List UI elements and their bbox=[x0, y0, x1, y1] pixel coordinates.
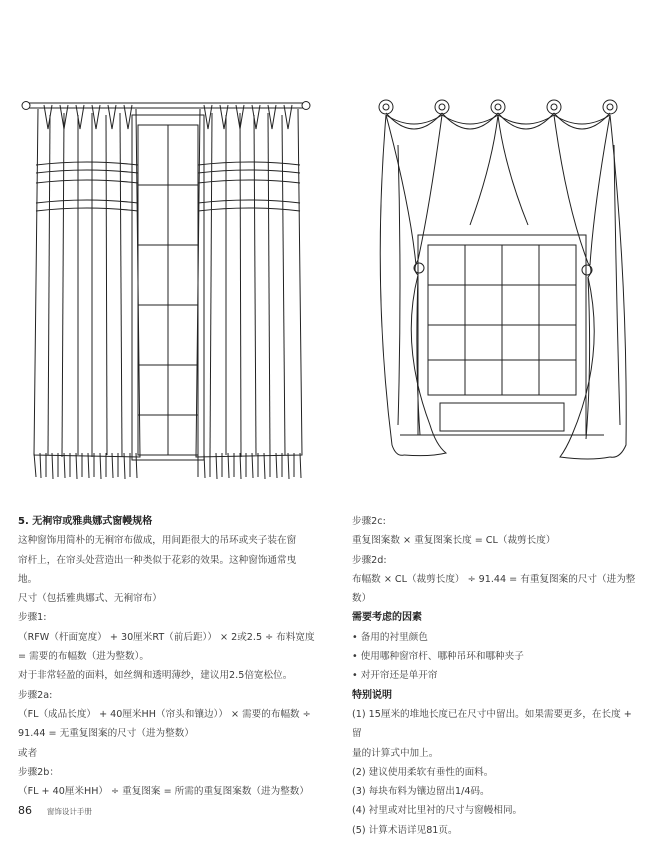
swag-curtain-drawing bbox=[379, 100, 626, 459]
intro-line: 帘杆上，在帘头处营造出一种类似于花彩的效果。这种窗饰通常曳 bbox=[18, 554, 297, 566]
page-number: 86 bbox=[18, 804, 32, 817]
curtain-illustrations bbox=[0, 85, 658, 495]
or-label: 或者 bbox=[18, 747, 38, 759]
factor-item: • 对开帘还是单开帘 bbox=[352, 670, 438, 682]
formula-line: （FL + 40厘米HH） ÷ 重复图案 = 所需的重复图案数（进为整数） bbox=[18, 786, 309, 798]
step-label: 步骤1: bbox=[18, 612, 47, 624]
note-item: (2) 建议使用柔软有垂性的面料。 bbox=[352, 766, 494, 778]
size-label: 尺寸（包括雅典娜式、无裥帘布） bbox=[18, 593, 162, 605]
step-label: 步骤2a: bbox=[18, 689, 53, 701]
formula-line: （RFW（杆面宽度） + 30厘米RT（前后距）） × 2或2.5 ÷ 布料宽度 bbox=[18, 631, 315, 643]
formula-line: = 需要的布幅数（进为整数）。 bbox=[18, 651, 150, 663]
tab-top-curtain-drawing bbox=[22, 102, 310, 480]
factor-item: • 使用哪种窗帘杆、哪种吊环和哪种夹子 bbox=[352, 651, 524, 663]
intro-line: 地。 bbox=[18, 573, 38, 585]
note-item: (3) 每块布料为镶边留出1/4码。 bbox=[352, 786, 490, 798]
book-title: 窗饰设计手册 bbox=[46, 807, 92, 816]
left-text-column bbox=[18, 512, 323, 801]
formula-line: 布幅数 × CL（裁剪长度） ÷ 91.44 = 有重复图案的尺寸（进为整 bbox=[352, 573, 636, 585]
factor-item: • 备用的衬里颜色 bbox=[352, 631, 428, 643]
note-line: 对于非常轻盈的面料，如丝绸和透明薄纱，建议用2.5倍宽松位。 bbox=[18, 670, 293, 682]
notes-title: 特别说明 bbox=[352, 689, 392, 701]
note-item: 量的计算式中加上。 bbox=[352, 747, 439, 759]
factors-title: 需要考虑的因素 bbox=[352, 612, 422, 624]
page-footer bbox=[18, 804, 92, 817]
right-text-column bbox=[352, 512, 640, 840]
step-label: 步骤2d: bbox=[352, 554, 387, 566]
formula-line: 重复图案数 × 重复图案长度 = CL（裁剪长度） bbox=[352, 535, 556, 547]
formula-line: 91.44 = 无重复图案的尺寸（进为整数） bbox=[18, 728, 194, 740]
note-item: (5) 计算术语详见81页。 bbox=[352, 824, 458, 836]
formula-line: （FL（成品长度） + 40厘米HH（帘头和镶边）） × 需要的布幅数 ÷ bbox=[18, 708, 311, 720]
section-title: 5. 无裥帘或雅典娜式窗幔规格 bbox=[18, 516, 153, 527]
note-item: (1) 15厘米的堆地长度已在尺寸中留出。如果需要更多，在长度 + 留 bbox=[352, 708, 632, 740]
intro-line: 这种窗饰用简朴的无裥帘布做成，用间距很大的吊环或夹子装在窗 bbox=[18, 535, 297, 547]
formula-line: 数） bbox=[352, 593, 372, 605]
note-item: (4) 衬里或对比里衬的尺寸与窗幔相同。 bbox=[352, 805, 523, 817]
step-label: 步骤2b： bbox=[18, 766, 59, 778]
step-label: 步骤2c: bbox=[352, 516, 386, 527]
